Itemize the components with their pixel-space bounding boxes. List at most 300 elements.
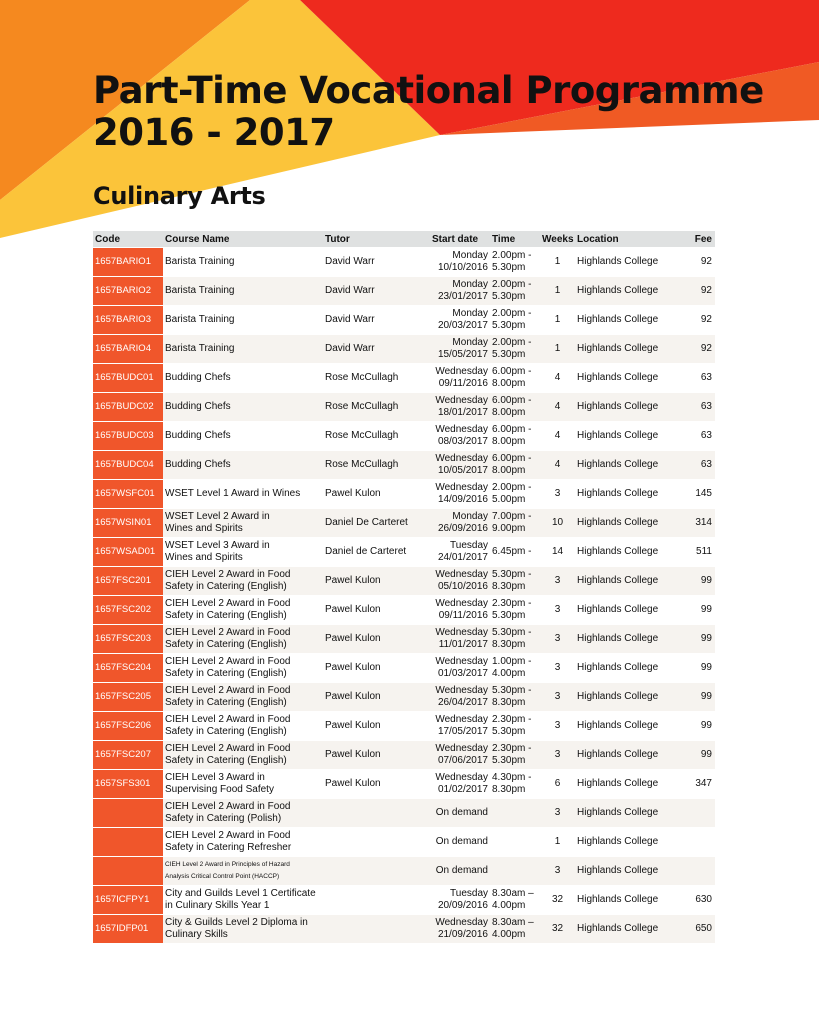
start-date-cell-text: 09/11/2016 bbox=[438, 378, 488, 389]
location-cell-text: Highlands College bbox=[577, 372, 659, 383]
start-date-cell-text: Wednesday bbox=[435, 627, 488, 638]
location-cell bbox=[575, 393, 685, 422]
time-cell-text: 2.00pm - bbox=[492, 308, 532, 319]
course-name-cell-text: Safety in Catering (English) bbox=[165, 639, 287, 650]
code-cell bbox=[93, 915, 163, 944]
start-date-cell-text: 20/09/2016 bbox=[437, 900, 488, 911]
start-date-cell bbox=[430, 857, 490, 886]
tutor-cell bbox=[323, 886, 430, 915]
time-cell-text: 8.30am – bbox=[492, 917, 534, 928]
tutor-cell bbox=[323, 393, 430, 422]
start-date-cell bbox=[430, 799, 490, 828]
course-name-cell bbox=[163, 712, 323, 741]
table-row bbox=[93, 712, 715, 741]
code-cell bbox=[93, 596, 163, 625]
time-cell bbox=[490, 596, 540, 625]
table-row bbox=[93, 654, 715, 683]
col-header-fee: Fee bbox=[685, 231, 715, 248]
time-cell bbox=[490, 335, 540, 364]
fee-cell-text: 99 bbox=[700, 720, 712, 731]
tutor-cell-text: Pawel Kulon bbox=[325, 488, 381, 499]
time-cell-text: 5.30pm - bbox=[492, 569, 532, 580]
start-date-cell-text: 26/09/2016 bbox=[437, 523, 488, 534]
location-cell-text: Highlands College bbox=[577, 488, 659, 499]
course-name-cell bbox=[163, 915, 323, 944]
code-cell bbox=[93, 480, 163, 509]
weeks-cell bbox=[540, 915, 575, 944]
table-row bbox=[93, 886, 715, 915]
start-date-cell-text: 01/02/2017 bbox=[437, 784, 488, 795]
table-row bbox=[93, 741, 715, 770]
weeks-cell-text: 3 bbox=[554, 488, 561, 499]
course-name-cell bbox=[163, 509, 323, 538]
course-name-cell-text: Supervising Food Safety bbox=[165, 784, 274, 795]
code-cell-text: 1657WSIN01 bbox=[95, 517, 152, 528]
time-cell bbox=[490, 306, 540, 335]
course-name-cell-text: City and Guilds Level 1 Certificate bbox=[165, 888, 316, 899]
weeks-cell bbox=[540, 770, 575, 799]
location-cell bbox=[575, 364, 685, 393]
start-date-cell bbox=[430, 567, 490, 596]
time-cell bbox=[490, 248, 540, 277]
start-date-cell-text: Wednesday bbox=[435, 482, 488, 493]
course-name-cell-text: Safety in Catering (English) bbox=[165, 697, 287, 708]
weeks-cell-text: 3 bbox=[554, 604, 561, 615]
course-name-cell-text: Budding Chefs bbox=[165, 459, 231, 470]
start-date-cell bbox=[430, 915, 490, 944]
location-cell bbox=[575, 857, 685, 886]
col-header-time: Time bbox=[490, 231, 540, 248]
start-date-cell-text: Wednesday bbox=[435, 395, 488, 406]
start-date-cell bbox=[430, 538, 490, 567]
course-name-cell-text: CIEH Level 2 Award in Food bbox=[165, 627, 291, 638]
start-date-cell-text: Tuesday bbox=[450, 888, 488, 899]
fee-cell bbox=[685, 393, 715, 422]
time-cell-text: 5.30pm - bbox=[492, 685, 532, 696]
course-name-cell-text: in Culinary Skills Year 1 bbox=[165, 900, 270, 911]
code-cell-text: 1657WSFC01 bbox=[95, 488, 155, 499]
weeks-cell-text: 3 bbox=[554, 575, 561, 586]
time-cell bbox=[490, 857, 540, 886]
fee-cell bbox=[685, 915, 715, 944]
location-cell-text: Highlands College bbox=[577, 401, 659, 412]
time-cell-text: 2.00pm - bbox=[492, 250, 532, 261]
course-name-cell-text: Analysis Critical Control Point (HACCP) bbox=[165, 873, 280, 880]
weeks-cell bbox=[540, 654, 575, 683]
location-cell-text: Highlands College bbox=[577, 314, 659, 325]
weeks-cell bbox=[540, 828, 575, 857]
time-cell-text: 4.30pm - bbox=[492, 772, 532, 783]
start-date-cell-text: On demand bbox=[435, 865, 488, 876]
time-cell-text: 4.00pm bbox=[492, 929, 526, 940]
course-name-cell-text: CIEH Level 2 Award in Food bbox=[165, 569, 291, 580]
start-date-cell bbox=[430, 509, 490, 538]
tutor-cell bbox=[323, 364, 430, 393]
location-cell bbox=[575, 567, 685, 596]
tutor-cell bbox=[323, 741, 430, 770]
code-cell-text: 1657BUDC03 bbox=[95, 430, 154, 441]
course-name-cell-text: CIEH Level 2 Award in Principles of Hazard bbox=[165, 861, 290, 868]
table-row bbox=[93, 364, 715, 393]
tutor-cell-text: Pawel Kulon bbox=[325, 575, 381, 586]
time-cell-text: 8.00pm bbox=[492, 436, 526, 447]
time-cell bbox=[490, 422, 540, 451]
weeks-cell bbox=[540, 480, 575, 509]
time-cell bbox=[490, 538, 540, 567]
code-cell-text: 1657FSC203 bbox=[95, 633, 151, 644]
table-row bbox=[93, 393, 715, 422]
course-name-cell-text: Safety in Catering (Polish) bbox=[165, 813, 282, 824]
start-date-cell-text: Wednesday bbox=[435, 569, 488, 580]
code-cell bbox=[93, 509, 163, 538]
weeks-cell-text: 3 bbox=[554, 749, 561, 760]
location-cell bbox=[575, 712, 685, 741]
course-name-cell-text: CIEH Level 2 Award in Food bbox=[165, 685, 291, 696]
fee-cell-text: 145 bbox=[695, 488, 712, 499]
course-name-cell bbox=[163, 596, 323, 625]
time-cell-text: 8.00pm bbox=[492, 465, 526, 476]
course-name-cell-text: Barista Training bbox=[165, 343, 235, 354]
course-name-cell bbox=[163, 799, 323, 828]
start-date-cell bbox=[430, 770, 490, 799]
course-name-cell-text: Wines and Spirits bbox=[165, 552, 243, 563]
fee-cell bbox=[685, 596, 715, 625]
weeks-cell-text: 1 bbox=[554, 256, 561, 267]
fee-cell bbox=[685, 770, 715, 799]
code-cell bbox=[93, 770, 163, 799]
tutor-cell bbox=[323, 857, 430, 886]
table-header-row bbox=[93, 231, 715, 248]
start-date-cell-text: Monday bbox=[452, 279, 488, 290]
start-date-cell-text: Monday bbox=[452, 308, 488, 319]
col-header-location: Location bbox=[575, 231, 685, 248]
tutor-cell bbox=[323, 509, 430, 538]
tutor-cell-text: David Warr bbox=[325, 285, 375, 296]
start-date-cell-text: Wednesday bbox=[435, 743, 488, 754]
tutor-cell-text: Pawel Kulon bbox=[325, 662, 381, 673]
start-date-cell-text: 20/03/2017 bbox=[437, 320, 488, 331]
code-cell-text: 1657FSC207 bbox=[95, 749, 151, 760]
course-name-cell-text: Barista Training bbox=[165, 256, 235, 267]
start-date-cell bbox=[430, 654, 490, 683]
fee-cell-text: 63 bbox=[700, 430, 712, 441]
table-row bbox=[93, 828, 715, 857]
table-row bbox=[93, 277, 715, 306]
fee-cell-text: 99 bbox=[700, 749, 712, 760]
tutor-cell bbox=[323, 654, 430, 683]
time-cell-text: 6.00pm - bbox=[492, 395, 532, 406]
time-cell-text: 5.30pm bbox=[492, 291, 526, 302]
code-cell-text: 1657SFS301 bbox=[95, 778, 151, 789]
start-date-cell bbox=[430, 480, 490, 509]
tutor-cell-text: David Warr bbox=[325, 343, 375, 354]
tutor-cell-text: Pawel Kulon bbox=[325, 749, 381, 760]
start-date-cell bbox=[430, 712, 490, 741]
course-name-cell-text: WSET Level 1 Award in Wines bbox=[165, 488, 301, 499]
code-cell bbox=[93, 248, 163, 277]
fee-cell bbox=[685, 828, 715, 857]
location-cell bbox=[575, 335, 685, 364]
start-date-cell-text: 23/01/2017 bbox=[437, 291, 488, 302]
fee-cell-text: 314 bbox=[695, 517, 712, 528]
tutor-cell-text: Rose McCullagh bbox=[325, 401, 399, 412]
fee-cell-text: 92 bbox=[700, 314, 712, 325]
tutor-cell bbox=[323, 712, 430, 741]
start-date-cell-text: 21/09/2016 bbox=[437, 929, 488, 940]
location-cell-text: Highlands College bbox=[577, 256, 659, 267]
location-cell bbox=[575, 915, 685, 944]
fee-cell bbox=[685, 538, 715, 567]
time-cell-text: 5.30pm - bbox=[492, 627, 532, 638]
table-row bbox=[93, 596, 715, 625]
weeks-cell bbox=[540, 364, 575, 393]
course-name-cell bbox=[163, 306, 323, 335]
location-cell-text: Highlands College bbox=[577, 778, 659, 789]
fee-cell bbox=[685, 451, 715, 480]
fee-cell-text: 99 bbox=[700, 575, 712, 586]
code-cell bbox=[93, 712, 163, 741]
time-cell-text: 8.00pm bbox=[492, 407, 526, 418]
table-row bbox=[93, 857, 715, 886]
time-cell-text: 8.30pm bbox=[492, 639, 526, 650]
course-name-cell-text: City & Guilds Level 2 Diploma in bbox=[165, 917, 308, 928]
location-cell bbox=[575, 248, 685, 277]
time-cell-text: 7.00pm - bbox=[492, 511, 532, 522]
start-date-cell-text: 09/11/2016 bbox=[438, 610, 488, 621]
time-cell bbox=[490, 654, 540, 683]
weeks-cell bbox=[540, 741, 575, 770]
location-cell-text: Highlands College bbox=[577, 459, 659, 470]
code-cell bbox=[93, 625, 163, 654]
tutor-cell bbox=[323, 277, 430, 306]
location-cell bbox=[575, 451, 685, 480]
weeks-cell-text: 32 bbox=[551, 894, 564, 905]
time-cell-text: 5.30pm bbox=[492, 726, 526, 737]
time-cell bbox=[490, 567, 540, 596]
location-cell-text: Highlands College bbox=[577, 343, 659, 354]
course-name-cell-text: CIEH Level 3 Award in bbox=[165, 772, 265, 783]
fee-cell-text: 511 bbox=[696, 546, 712, 557]
tutor-cell bbox=[323, 770, 430, 799]
time-cell-text: 1.00pm - bbox=[492, 656, 532, 667]
location-cell-text: Highlands College bbox=[577, 546, 659, 557]
location-cell bbox=[575, 306, 685, 335]
time-cell bbox=[490, 915, 540, 944]
tutor-cell bbox=[323, 248, 430, 277]
time-cell-text: 5.30pm bbox=[492, 320, 526, 331]
weeks-cell bbox=[540, 596, 575, 625]
time-cell-text: 2.30pm - bbox=[492, 714, 532, 725]
col-header-code: Code bbox=[93, 231, 163, 248]
tutor-cell bbox=[323, 799, 430, 828]
code-cell-text: 1657BUDC02 bbox=[95, 401, 154, 412]
code-cell bbox=[93, 306, 163, 335]
weeks-cell-text: 3 bbox=[554, 720, 561, 731]
table-row bbox=[93, 480, 715, 509]
course-name-cell bbox=[163, 480, 323, 509]
col-header-start: Start date bbox=[430, 231, 490, 248]
location-cell-text: Highlands College bbox=[577, 633, 659, 644]
course-table bbox=[93, 231, 715, 943]
table-row bbox=[93, 625, 715, 654]
location-cell-text: Highlands College bbox=[577, 865, 659, 876]
time-cell-text: 5.30pm bbox=[492, 349, 526, 360]
weeks-cell-text: 4 bbox=[554, 401, 561, 412]
course-name-cell bbox=[163, 335, 323, 364]
start-date-cell bbox=[430, 277, 490, 306]
time-cell-text: 8.00pm bbox=[492, 378, 526, 389]
time-cell-text: 8.30pm bbox=[492, 581, 526, 592]
time-cell-text: 8.30pm bbox=[492, 784, 526, 795]
location-cell-text: Highlands College bbox=[577, 604, 659, 615]
weeks-cell-text: 3 bbox=[554, 865, 561, 876]
weeks-cell bbox=[540, 451, 575, 480]
table-row bbox=[93, 799, 715, 828]
table-row bbox=[93, 915, 715, 944]
code-cell-text: 1657FSC202 bbox=[95, 604, 151, 615]
fee-cell bbox=[685, 654, 715, 683]
course-name-cell bbox=[163, 451, 323, 480]
code-cell-text: 1657WSAD01 bbox=[95, 546, 156, 557]
location-cell-text: Highlands College bbox=[577, 923, 659, 934]
course-name-cell-text: Wines and Spirits bbox=[165, 523, 243, 534]
course-name-cell-text: Budding Chefs bbox=[165, 401, 231, 412]
table-row bbox=[93, 538, 715, 567]
title-line-1: Part-Time Vocational Programme bbox=[93, 69, 764, 112]
start-date-cell-text: Wednesday bbox=[435, 424, 488, 435]
start-date-cell-text: Wednesday bbox=[435, 772, 488, 783]
course-name-cell-text: Safety in Catering (English) bbox=[165, 755, 287, 766]
code-cell bbox=[93, 364, 163, 393]
course-name-cell-text: CIEH Level 2 Award in Food bbox=[165, 656, 291, 667]
location-cell bbox=[575, 828, 685, 857]
time-cell-text: 2.30pm - bbox=[492, 743, 532, 754]
course-name-cell-text: CIEH Level 2 Award in Food bbox=[165, 801, 291, 812]
start-date-cell-text: 15/05/2017 bbox=[437, 349, 488, 360]
weeks-cell bbox=[540, 799, 575, 828]
time-cell bbox=[490, 277, 540, 306]
course-name-cell-text: CIEH Level 2 Award in Food bbox=[165, 598, 291, 609]
time-cell bbox=[490, 770, 540, 799]
start-date-cell bbox=[430, 364, 490, 393]
location-cell-text: Highlands College bbox=[577, 807, 659, 818]
weeks-cell-text: 4 bbox=[554, 459, 561, 470]
course-name-cell-text: CIEH Level 2 Award in Food bbox=[165, 714, 291, 725]
fee-cell-text: 630 bbox=[695, 894, 712, 905]
time-cell-text: 2.30pm - bbox=[492, 598, 532, 609]
col-header-weeks: Weeks bbox=[540, 231, 575, 248]
location-cell bbox=[575, 741, 685, 770]
col-header-tutor: Tutor bbox=[323, 231, 430, 248]
time-cell-text: 2.00pm - bbox=[492, 337, 532, 348]
start-date-cell-text: Wednesday bbox=[435, 917, 488, 928]
tutor-cell bbox=[323, 596, 430, 625]
course-name-cell-text: WSET Level 2 Award in bbox=[165, 511, 270, 522]
fee-cell-text: 650 bbox=[695, 923, 712, 934]
time-cell-text: 2.00pm - bbox=[492, 482, 532, 493]
code-cell-text: 1657IDFP01 bbox=[95, 923, 149, 934]
start-date-cell bbox=[430, 335, 490, 364]
tutor-cell-text: Rose McCullagh bbox=[325, 430, 399, 441]
tutor-cell-text: David Warr bbox=[325, 256, 375, 267]
time-cell-text: 5.30pm bbox=[492, 610, 526, 621]
table-row bbox=[93, 422, 715, 451]
weeks-cell bbox=[540, 306, 575, 335]
tutor-cell bbox=[323, 306, 430, 335]
start-date-cell bbox=[430, 306, 490, 335]
start-date-cell-text: 17/05/2017 bbox=[437, 726, 488, 737]
course-name-cell bbox=[163, 770, 323, 799]
time-cell-text: 5.30pm bbox=[492, 262, 526, 273]
code-cell-text: 1657BARIO3 bbox=[95, 314, 151, 325]
course-name-cell bbox=[163, 857, 323, 886]
location-cell bbox=[575, 886, 685, 915]
weeks-cell bbox=[540, 277, 575, 306]
fee-cell-text: 63 bbox=[700, 372, 712, 383]
start-date-cell-text: 10/10/2016 bbox=[437, 262, 488, 273]
time-cell bbox=[490, 451, 540, 480]
fee-cell bbox=[685, 277, 715, 306]
code-cell bbox=[93, 277, 163, 306]
weeks-cell-text: 4 bbox=[554, 372, 561, 383]
fee-cell-text: 99 bbox=[700, 662, 712, 673]
course-name-cell bbox=[163, 364, 323, 393]
start-date-cell bbox=[430, 741, 490, 770]
code-cell-text: 1657ICFPY1 bbox=[95, 894, 150, 905]
fee-cell-text: 99 bbox=[700, 604, 712, 615]
course-name-cell-text: Safety in Catering (English) bbox=[165, 610, 287, 621]
weeks-cell bbox=[540, 712, 575, 741]
location-cell bbox=[575, 770, 685, 799]
time-cell bbox=[490, 625, 540, 654]
code-cell bbox=[93, 654, 163, 683]
course-name-cell bbox=[163, 741, 323, 770]
tutor-cell-text: Pawel Kulon bbox=[325, 720, 381, 731]
code-cell-text: 1657BUDC04 bbox=[95, 459, 154, 470]
tutor-cell-text: Pawel Kulon bbox=[325, 691, 381, 702]
fee-cell-text: 63 bbox=[700, 401, 712, 412]
code-cell bbox=[93, 422, 163, 451]
fee-cell-text: 63 bbox=[700, 459, 712, 470]
start-date-cell bbox=[430, 248, 490, 277]
code-cell-text: 1657FSC201 bbox=[95, 575, 151, 586]
location-cell-text: Highlands College bbox=[577, 691, 659, 702]
weeks-cell-text: 3 bbox=[554, 662, 561, 673]
course-name-cell bbox=[163, 277, 323, 306]
course-name-cell-text: Barista Training bbox=[165, 314, 235, 325]
course-name-cell bbox=[163, 654, 323, 683]
time-cell-text: 9.00pm bbox=[492, 523, 526, 534]
tutor-cell bbox=[323, 451, 430, 480]
weeks-cell bbox=[540, 422, 575, 451]
fee-cell bbox=[685, 306, 715, 335]
tutor-cell-text: David Warr bbox=[325, 314, 375, 325]
start-date-cell-text: Tuesday bbox=[450, 540, 488, 551]
time-cell bbox=[490, 741, 540, 770]
course-name-cell-text: Barista Training bbox=[165, 285, 235, 296]
start-date-cell bbox=[430, 828, 490, 857]
table-row bbox=[93, 335, 715, 364]
weeks-cell-text: 4 bbox=[554, 430, 561, 441]
fee-cell-text: 92 bbox=[700, 285, 712, 296]
start-date-cell-text: Monday bbox=[452, 250, 488, 261]
tutor-cell bbox=[323, 915, 430, 944]
weeks-cell bbox=[540, 857, 575, 886]
location-cell-text: Highlands College bbox=[577, 517, 659, 528]
fee-cell bbox=[685, 248, 715, 277]
fee-cell bbox=[685, 509, 715, 538]
tutor-cell bbox=[323, 683, 430, 712]
